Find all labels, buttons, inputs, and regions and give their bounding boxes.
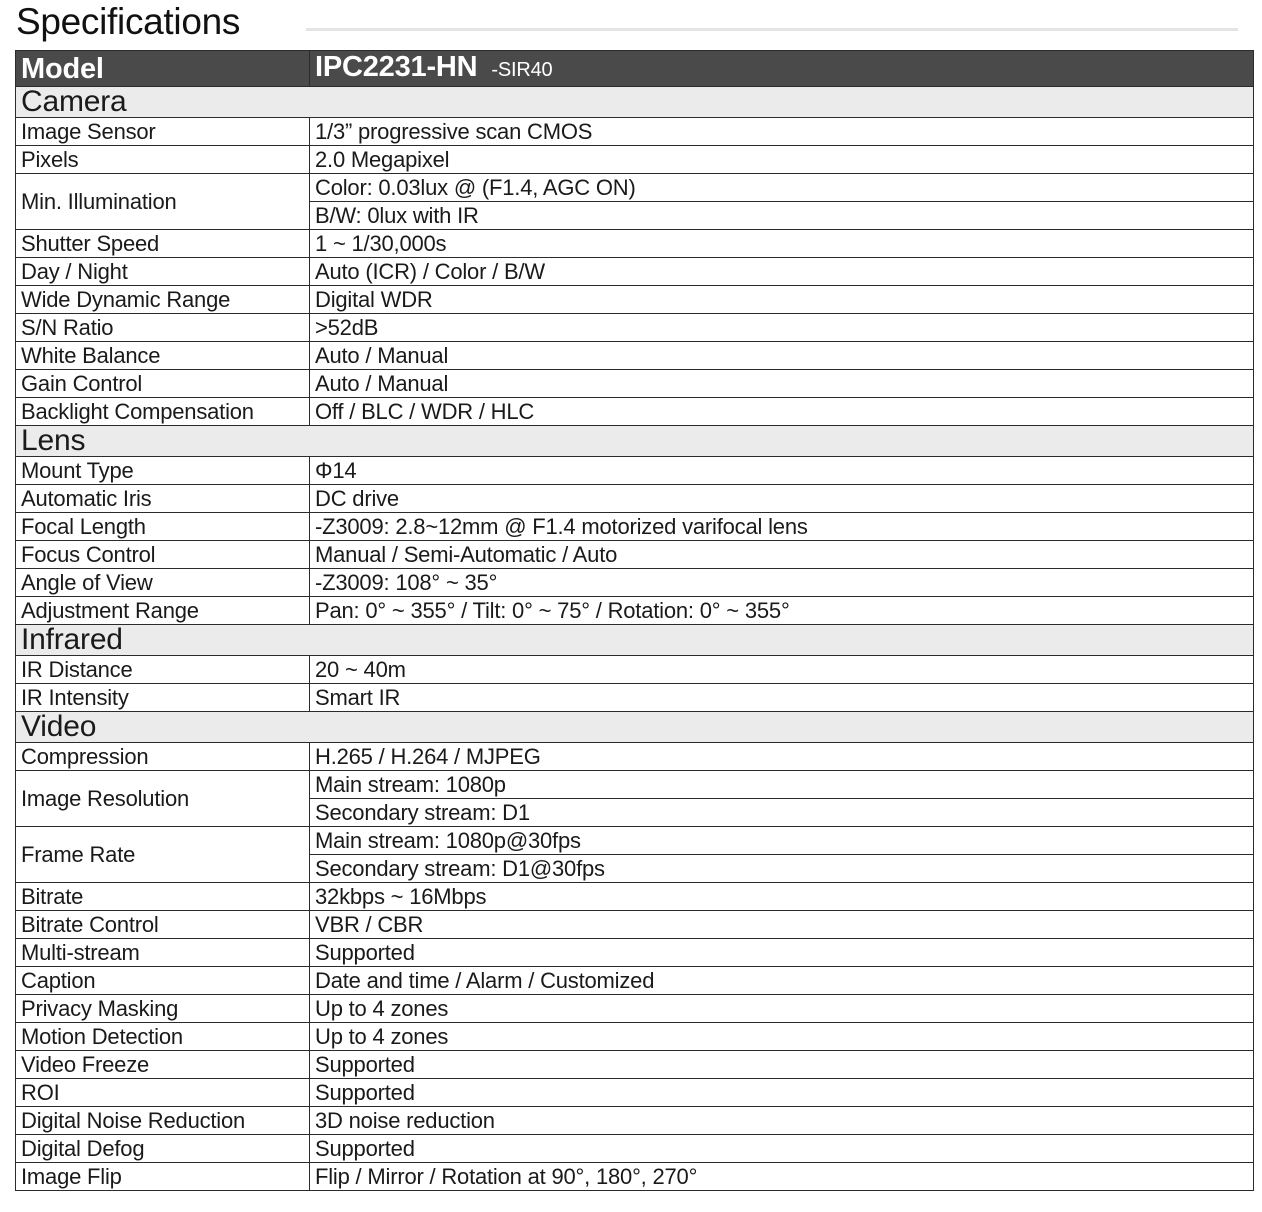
spec-row (16, 457, 1254, 485)
model-name: IPC2231-HN (315, 51, 478, 83)
spec-label: Multi-stream (16, 939, 310, 967)
spec-row (16, 398, 1254, 426)
spec-row (16, 743, 1254, 771)
spec-label: ROI (16, 1079, 310, 1107)
spec-value: B/W: 0lux with IR (310, 202, 1254, 230)
spec-value: Supported (310, 1051, 1254, 1079)
spec-row (16, 939, 1254, 967)
spec-label: Adjustment Range (16, 597, 310, 625)
spec-label: Bitrate (16, 883, 310, 911)
spec-row (16, 597, 1254, 625)
spec-label: Day / Night (16, 258, 310, 286)
spec-value: Date and time / Alarm / Customized (310, 967, 1254, 995)
spec-label: IR Distance (16, 656, 310, 684)
spec-row (16, 1163, 1254, 1191)
spec-value: Auto (ICR) / Color / B/W (310, 258, 1254, 286)
spec-label: Compression (16, 743, 310, 771)
spec-value: Supported (310, 1135, 1254, 1163)
spec-row (16, 314, 1254, 342)
spec-row (16, 1051, 1254, 1079)
spec-row (16, 656, 1254, 684)
spec-row (16, 258, 1254, 286)
spec-row (16, 286, 1254, 314)
spec-value: Auto / Manual (310, 342, 1254, 370)
spec-table-body (16, 51, 1254, 1191)
spec-value: VBR / CBR (310, 911, 1254, 939)
spec-value: Up to 4 zones (310, 995, 1254, 1023)
spec-label: S/N Ratio (16, 314, 310, 342)
spec-value: Supported (310, 939, 1254, 967)
spec-value: Smart IR (310, 684, 1254, 712)
spec-value: Color: 0.03lux @ (F1.4, AGC ON) (310, 174, 1254, 202)
spec-value: Auto / Manual (310, 370, 1254, 398)
spec-value: Main stream: 1080p (310, 771, 1254, 799)
spec-row (16, 118, 1254, 146)
spec-label: Image Resolution (16, 771, 310, 827)
spec-value: Digital WDR (310, 286, 1254, 314)
spec-value: 2.0 Megapixel (310, 146, 1254, 174)
spec-row (16, 541, 1254, 569)
title-divider (306, 28, 1238, 31)
spec-value: -Z3009: 2.8~12mm @ F1.4 motorized varifocal lens (310, 513, 1254, 541)
spec-row (16, 485, 1254, 513)
spec-label: Pixels (16, 146, 310, 174)
model-suffix: -SIR40 (491, 59, 553, 81)
section-header-video (16, 712, 1254, 743)
section-title: Lens (16, 426, 1254, 457)
spec-value: Secondary stream: D1@30fps (310, 855, 1254, 883)
spec-label: Gain Control (16, 370, 310, 398)
spec-label: Motion Detection (16, 1023, 310, 1051)
spec-label: Shutter Speed (16, 230, 310, 258)
spec-label: Image Flip (16, 1163, 310, 1191)
spec-label: Image Sensor (16, 118, 310, 146)
section-header-lens (16, 426, 1254, 457)
spec-value: Φ14 (310, 457, 1254, 485)
spec-row (16, 146, 1254, 174)
spec-row (16, 513, 1254, 541)
spec-label: Mount Type (16, 457, 310, 485)
spec-value: Main stream: 1080p@30fps (310, 827, 1254, 855)
spec-value: 1 ~ 1/30,000s (310, 230, 1254, 258)
spec-label: Angle of View (16, 569, 310, 597)
title-bar (0, 0, 1262, 44)
spec-label: Automatic Iris (16, 485, 310, 513)
spec-row (16, 370, 1254, 398)
spec-row (16, 569, 1254, 597)
spec-row (16, 883, 1254, 911)
model-row (16, 51, 1254, 87)
spec-label: Caption (16, 967, 310, 995)
section-title: Video (16, 712, 1254, 743)
spec-label: IR Intensity (16, 684, 310, 712)
spec-value: Secondary stream: D1 (310, 799, 1254, 827)
spec-row (16, 1135, 1254, 1163)
spec-row (16, 827, 1254, 855)
spec-value: H.265 / H.264 / MJPEG (310, 743, 1254, 771)
spec-row (16, 995, 1254, 1023)
spec-row (16, 911, 1254, 939)
spec-row (16, 684, 1254, 712)
spec-label: Min. Illumination (16, 174, 310, 230)
spec-value: Supported (310, 1079, 1254, 1107)
spec-value: Manual / Semi-Automatic / Auto (310, 541, 1254, 569)
spec-label: Bitrate Control (16, 911, 310, 939)
model-value (310, 51, 1254, 87)
spec-label: Privacy Masking (16, 995, 310, 1023)
spec-table (15, 50, 1254, 1191)
spec-label: Frame Rate (16, 827, 310, 883)
spec-row (16, 967, 1254, 995)
spec-value: >52dB (310, 314, 1254, 342)
spec-label: Backlight Compensation (16, 398, 310, 426)
spec-row (16, 1023, 1254, 1051)
spec-row (16, 174, 1254, 202)
spec-label: Digital Noise Reduction (16, 1107, 310, 1135)
section-title: Infrared (16, 625, 1254, 656)
section-title: Camera (16, 87, 1254, 118)
spec-value: Pan: 0° ~ 355° / Tilt: 0° ~ 75° / Rotation: 0° ~ 355° (310, 597, 1254, 625)
spec-label: Focal Length (16, 513, 310, 541)
spec-value: 1/3” progressive scan CMOS (310, 118, 1254, 146)
section-header-infrared (16, 625, 1254, 656)
spec-label: Digital Defog (16, 1135, 310, 1163)
spec-label: Focus Control (16, 541, 310, 569)
spec-row (16, 342, 1254, 370)
spec-value: 3D noise reduction (310, 1107, 1254, 1135)
spec-value: Flip / Mirror / Rotation at 90°, 180°, 270° (310, 1163, 1254, 1191)
section-header-camera (16, 87, 1254, 118)
spec-row (16, 771, 1254, 799)
model-label: Model (16, 51, 310, 87)
spec-label: White Balance (16, 342, 310, 370)
spec-label: Wide Dynamic Range (16, 286, 310, 314)
spec-value: 32kbps ~ 16Mbps (310, 883, 1254, 911)
page-title: Specifications (16, 1, 241, 42)
spec-row (16, 230, 1254, 258)
spec-value: 20 ~ 40m (310, 656, 1254, 684)
spec-label: Video Freeze (16, 1051, 310, 1079)
spec-row (16, 1107, 1254, 1135)
spec-row (16, 1079, 1254, 1107)
spec-value: Off / BLC / WDR / HLC (310, 398, 1254, 426)
spec-value: DC drive (310, 485, 1254, 513)
spec-value: -Z3009: 108° ~ 35° (310, 569, 1254, 597)
spec-value: Up to 4 zones (310, 1023, 1254, 1051)
